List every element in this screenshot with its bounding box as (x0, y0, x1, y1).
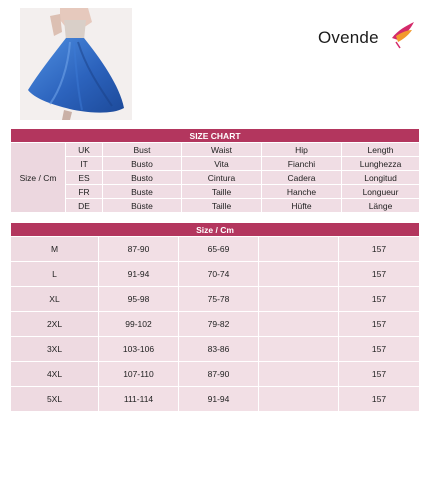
term-length: Longueur (342, 185, 420, 199)
term-bust: Büste (103, 199, 182, 213)
term-waist: Cintura (182, 171, 262, 185)
waist-value: 87-90 (179, 362, 259, 387)
length-value: 157 (339, 262, 420, 287)
waist-value: 70-74 (179, 262, 259, 287)
term-waist: Waist (182, 143, 262, 157)
waist-value: 75-78 (179, 287, 259, 312)
term-bust: Busto (103, 157, 182, 171)
hip-value (259, 362, 339, 387)
size-row (11, 312, 420, 337)
language-row-fr (11, 185, 420, 199)
length-value: 157 (339, 337, 420, 362)
size-label: 2XL (11, 312, 99, 337)
hip-value (259, 237, 339, 262)
sizes-title: Size / Cm (11, 223, 420, 237)
length-value: 157 (339, 387, 420, 412)
language-code: FR (66, 185, 103, 199)
term-hip: Fianchi (262, 157, 342, 171)
term-bust: Busto (103, 171, 182, 185)
size-row (11, 262, 420, 287)
waist-value: 65-69 (179, 237, 259, 262)
language-row-uk (11, 143, 420, 157)
size-row (11, 237, 420, 262)
hip-value (259, 337, 339, 362)
size-chart-title: SIZE CHART (11, 129, 420, 143)
term-length: Lunghezza (342, 157, 420, 171)
size-label: M (11, 237, 99, 262)
bust-value: 87-90 (99, 237, 179, 262)
brand-name: Ovende (318, 28, 379, 47)
waist-value: 91-94 (179, 387, 259, 412)
size-measurements-table (10, 222, 420, 412)
brand-logo (318, 18, 418, 58)
waist-value: 83-86 (179, 337, 259, 362)
term-length: Length (342, 143, 420, 157)
bust-value: 95-98 (99, 287, 179, 312)
length-value: 157 (339, 287, 420, 312)
language-code: IT (66, 157, 103, 171)
bust-value: 99-102 (99, 312, 179, 337)
language-row-es (11, 171, 420, 185)
hip-value (259, 287, 339, 312)
term-hip: Hanche (262, 185, 342, 199)
term-waist: Taille (182, 185, 262, 199)
size-row (11, 287, 420, 312)
term-hip: Hüfte (262, 199, 342, 213)
bust-value: 107-110 (99, 362, 179, 387)
size-row (11, 337, 420, 362)
sizes-header-row (11, 223, 420, 237)
size-label: L (11, 262, 99, 287)
hip-value (259, 387, 339, 412)
term-bust: Bust (103, 143, 182, 157)
length-value: 157 (339, 312, 420, 337)
term-waist: Vita (182, 157, 262, 171)
size-row (11, 362, 420, 387)
length-value: 157 (339, 237, 420, 262)
size-unit-label: Size / Cm (11, 143, 66, 213)
bust-value: 103-106 (99, 337, 179, 362)
waist-value: 79-82 (179, 312, 259, 337)
product-photo (20, 8, 132, 120)
term-length: Longitud (342, 171, 420, 185)
size-label: 3XL (11, 337, 99, 362)
language-code: UK (66, 143, 103, 157)
term-waist: Taille (182, 199, 262, 213)
bird-logo-icon (390, 20, 416, 50)
size-label: XL (11, 287, 99, 312)
size-chart-header-row (11, 129, 420, 143)
language-code: DE (66, 199, 103, 213)
hip-value (259, 312, 339, 337)
hip-value (259, 262, 339, 287)
term-hip: Hip (262, 143, 342, 157)
term-hip: Cadera (262, 171, 342, 185)
dress-illustration (20, 8, 132, 120)
size-label: 4XL (11, 362, 99, 387)
bust-value: 111-114 (99, 387, 179, 412)
language-code: ES (66, 171, 103, 185)
size-row (11, 387, 420, 412)
language-row-it (11, 157, 420, 171)
size-label: 5XL (11, 387, 99, 412)
length-value: 157 (339, 362, 420, 387)
term-bust: Buste (103, 185, 182, 199)
language-row-de (11, 199, 420, 213)
bust-value: 91-94 (99, 262, 179, 287)
size-chart-table (10, 128, 420, 213)
term-length: Länge (342, 199, 420, 213)
